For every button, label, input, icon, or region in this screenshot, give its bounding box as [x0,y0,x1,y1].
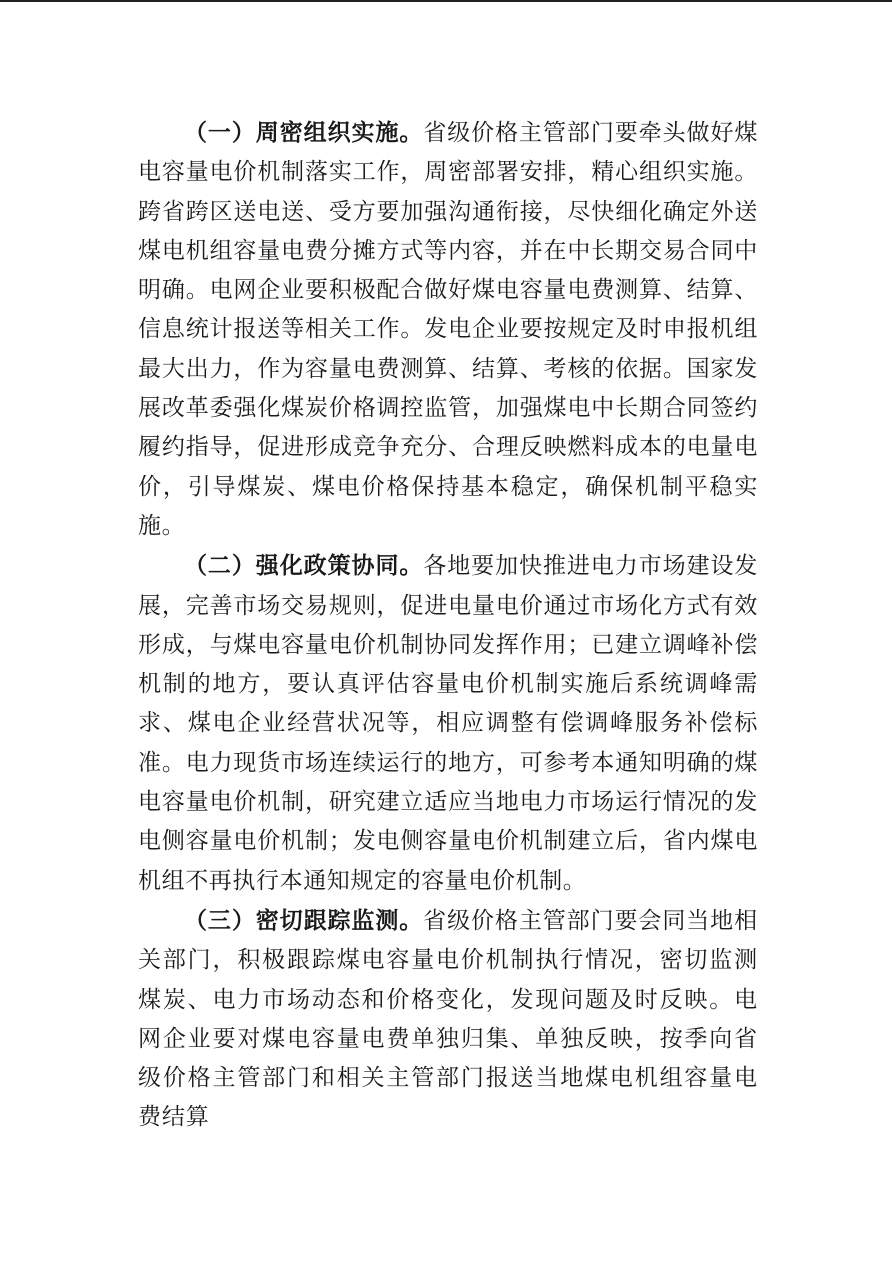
section-heading-1: （一）周密组织实施。 [184,119,424,146]
section-paragraph-3 [138,901,758,1138]
section-body-2: 各地要加快推进电力市场建设发展，完善市场交易规则，促进电量电价通过市场化方式有效形成，与煤电容量电价机制协同发挥作用；已建立调峰补偿机制的地方，要认真评估容量电价机制实施后系统调峰需求、煤电企业经营状况等，相应调整有偿调峰服务补偿标准。电力现货市场连续运行的地方，可参考本通知明确的煤电容量电价机制，研究建立适应当地电力市场运行情况的发电侧容量电价机制；发电侧容量电价机制建立后，省内煤电机组不再执行本通知规定的容量电价机制。 [138,553,759,894]
section-heading-2: （二）强化政策协同。 [184,552,424,580]
document-page [138,113,758,1138]
section-heading-3: （三）密切跟踪监测。 [184,906,424,934]
section-body-3: 省级价格主管部门要会同当地相关部门，积极跟踪煤电容量电价机制执行情况，密切监测煤炭、电力市场动态和价格变化，发现问题及时反映。电网企业要对煤电容量电费单独归集、单独反映，按季向省级价格主管部门和相关主管部门报送当地煤电机组容量电费结算 [138,907,758,1131]
section-body-1: 省级价格主管部门要牵头做好煤电容量电价机制落实工作，周密部署安排，精心组织实施。跨省跨区送电送、受方要加强沟通衔接，尽快细化确定外送煤电机组容量电费分摊方式等内容，并在中长期交易合同中明确。电网企业要积极配合做好煤电容量电费测算、结算、信息统计报送等相关工作。发电企业要按规定及时申报机组最大出力，作为容量电费测算、结算、考核的依据。国家发展改革委强化煤炭价格调控监管，加强煤电中长期合同签约履约指导，促进形成竞争充分、合理反映燃料成本的电量电价，引导煤炭、煤电价格保持基本稳定，确保机制平稳实施。 [138,120,759,539]
top-border-line [0,0,892,2]
section-paragraph-2 [138,546,758,901]
section-paragraph-1 [138,113,758,546]
